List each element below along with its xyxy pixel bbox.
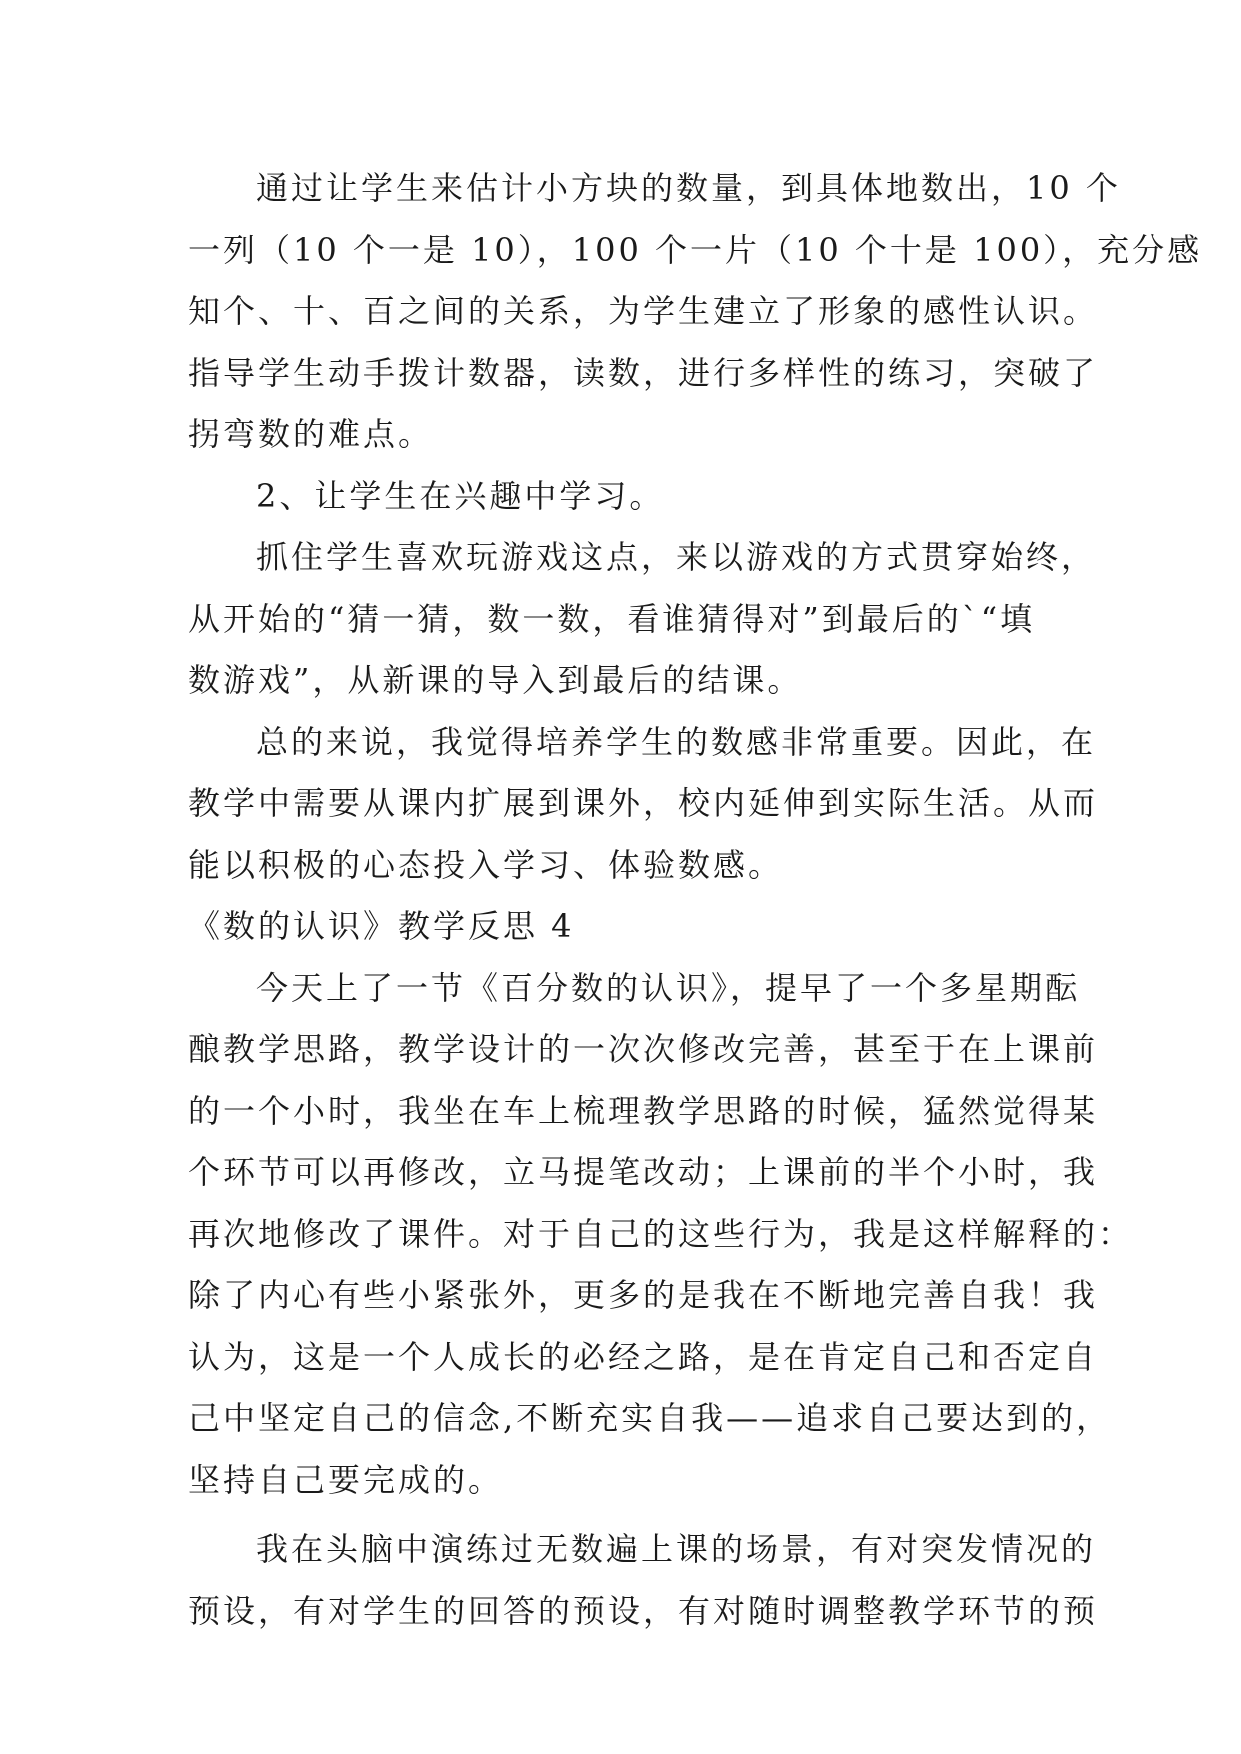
text-line: 今天上了一节《百分数的认识》，提早了一个多星期酝 — [256, 968, 1081, 1007]
text-line: 己中坚定自己的信念,不断充实自我——追求自己要达到的， — [188, 1399, 1112, 1437]
text-line: 一列（10 个一是 10），100 个一片（10 个十是 100），充分感 — [188, 230, 1203, 269]
text-line: 酿教学思路，教学设计的一次次修改完善，甚至于在上课前 — [188, 1030, 1099, 1068]
text-line: 能以积极的心态投入学习、体验数感。 — [188, 845, 784, 884]
paragraph-gap — [188, 1511, 1058, 1519]
text-line: 坚持自己要完成的。 — [188, 1460, 504, 1499]
text-line: 通过让学生来估计小方块的数量，到具体地数出，10 个 — [256, 169, 1121, 207]
text-line: 预设，有对学生的回答的预设，有对随时调整教学环节的预 — [188, 1591, 1099, 1630]
text-line: 再次地修改了课件。对于自己的这些行为，我是这样解释的： — [188, 1214, 1134, 1253]
text-line: 知个、十、百之间的关系，为学生建立了形象的感性认识。 — [188, 292, 1099, 330]
text-line: 我在头脑中演练过无数遍上课的场景，有对突发情况的 — [256, 1530, 1097, 1568]
text-line: 除了内心有些小紧张外，更多的是我在不断地完善自我！我 — [188, 1276, 1099, 1314]
text-line: 个环节可以再修改，立马提笔改动；上课前的半个小时，我 — [188, 1153, 1099, 1191]
text-line: 拐弯数的难点。 — [188, 415, 434, 453]
text-line: 教学中需要从课内扩展到课外，校内延伸到实际生活。从而 — [188, 784, 1099, 822]
text-line: 数游戏”，从新课的导入到最后的结课。 — [188, 661, 803, 699]
text-line: 指导学生动手拨计数器，读数，进行多样性的练习，突破了 — [188, 353, 1099, 392]
text-line: 抓住学生喜欢玩游戏这点，来以游戏的方式贯穿始终， — [256, 538, 1097, 576]
section-heading: 2、让学生在兴趣中学习。 — [256, 476, 665, 515]
text-line: 认为，这是一个人成长的必经之路，是在肯定自己和否定自 — [188, 1337, 1099, 1376]
text-line: 的一个小时，我坐在车上梳理教学思路的时候，猛然觉得某 — [188, 1091, 1099, 1130]
text-line: 总的来说，我觉得培养学生的数感非常重要。因此，在 — [256, 722, 1097, 761]
text-line: 从开始的“猜一猜，数一数，看谁猜得对”到最后的`“填 — [188, 599, 1036, 638]
article-title: 《数的认识》教学反思 4 — [188, 907, 575, 945]
document-body — [188, 158, 1203, 1642]
